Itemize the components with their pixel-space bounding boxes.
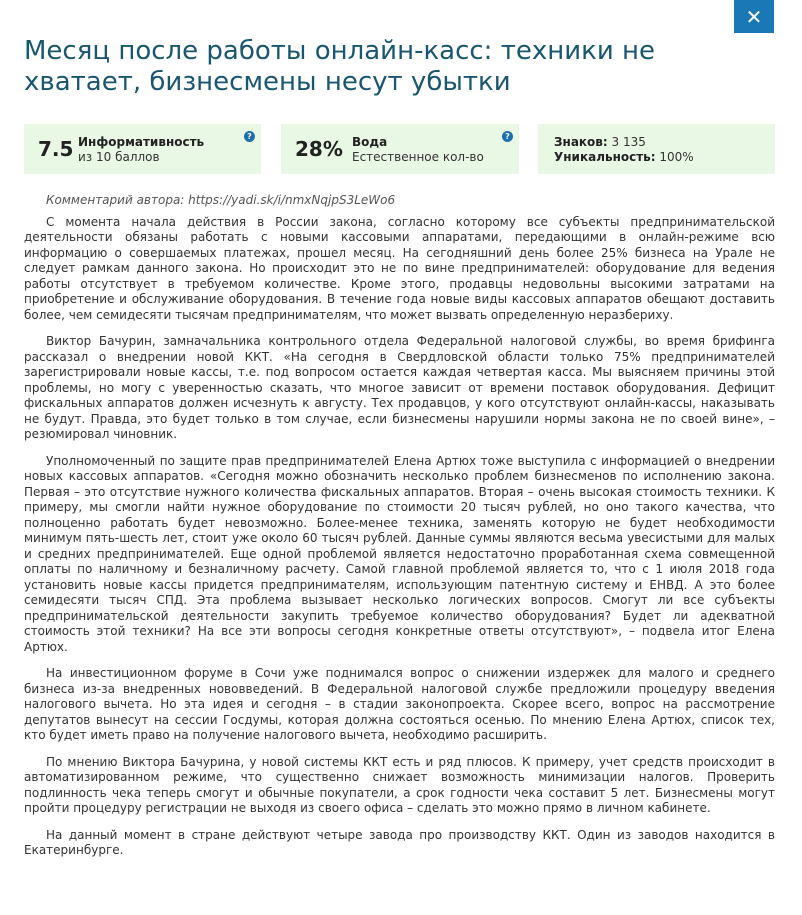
paragraph: По мнению Виктора Бачурина, у новой системы ККТ есть и ряд плюсов. К примеру, учет средств происходит в автоматизированном режиме, что существенно снижает возможность минимизации налогов. Проверить подлинность чека теперь смогут и обычные покупатели, а срок годности чека составит 5 лет. Бизнесмены могут пройти процедуру регистрации не выходя из своего офиса – сделать это можно прямо в личном кабинете. bbox=[24, 754, 775, 815]
author-comment: Комментарий автора: https://yadi.sk/i/nmxNqjpS3LeWo6 bbox=[46, 193, 396, 207]
water-value: 28% bbox=[295, 137, 343, 161]
help-icon[interactable]: ? bbox=[502, 131, 513, 142]
uniqueness-value: 100% bbox=[659, 150, 694, 164]
article-body bbox=[24, 193, 775, 870]
informativeness-value: 7.5 bbox=[38, 137, 74, 161]
chars-label: Знаков: bbox=[554, 135, 608, 149]
paragraph: На инвестиционном форуме в Сочи уже поднимался вопрос о снижении издержек для малого и среднего бизнеса из-за внедренных нововведений. В Федеральной налоговой службе предложили процедуру введения налогового вычета. Но эта идея и сегодня – в стадии законопроекта. Скорее всего, вопрос на рассмотрение депутатов вынесут на сессии Госдумы, которая должна состояться осенью. По мнению Елена Артюх, список тех, кто будет иметь право на получение налогового вычета, необходимо расширить. bbox=[24, 666, 775, 742]
water-title: Вода bbox=[352, 135, 388, 149]
water-label bbox=[352, 135, 484, 165]
text-stats-card bbox=[538, 124, 775, 174]
text-stats bbox=[554, 135, 694, 165]
water-sub: Естественное кол-во bbox=[352, 150, 484, 164]
paragraph: С момента начала действия в России закона, согласно которому все субъекты предпринимательской деятельности обязаны работать с новыми кассовыми аппаратами, передающими в онлайн-режиме всю информацию о совершаемых платежах, прошел месяц. На сегодняшний день более 25% бизнеса на Урале не следует рамкам данного закона. Но происходит это не по вине предпринимателей: оборудование для ведения работы отсутствует в требуемом количестве. Кроме этого, продавцы недовольны высокими затратами на приобретение и обслуживание оборудования. В течение года новые виды кассовых аппаратов обещают доставить более, чем семидесяти тысячам предпринимателям, что может вызвать определенную неразбериху. bbox=[24, 214, 775, 322]
informativeness-title: Информативность bbox=[78, 135, 205, 149]
paragraph: Уполномоченный по защите прав предпринимателей Елена Артюх тоже выступила с информацией о внедрении новых кассовых аппаратов. «Сегодня можно обозначить несколько проблем бизнесменов по исполнению закона. Первая – это отсутствие нужного количества фискальных аппаратов. Вторая – очень высокая стоимость техники. К примеру, мы смогли найти нужное оборудование по стоимости 20 тысяч рублей, но оно такого качества, что полноценно работать будет невозможно. Более-менее техника, заменять которую не будет необходимости минимум пять-шесть лет, стоит уже около 60 тысяч рублей. Данные суммы являются весьма увесистыми для малых и средних предпринимателей. Еще одной проблемой является недостаточно проработанная схема совмещенной оплаты по наличному и безналичному расчету. Самой главной проблемой является то, что с 1 июля 2018 года установить новые кассы придется предпринимателям, использующим патентную систему и ЕНВД. А это более семидесяти тысяч СПД. Эта проблема вызывает несколько логических вопросов. Смогут ли все субъекты предпринимательской деятельности закупить требуемое количество оборудования? Будет ли адекватной стоимость этой техники? На все эти вопросы сегодня конкретные ответы отсутствуют», – подвела итог Елена Артюх. bbox=[24, 453, 775, 654]
uniqueness-label: Уникальность: bbox=[554, 150, 656, 164]
page-title: Месяц после работы онлайн-касс: техники не хватает, бизнесмены несут убытки bbox=[24, 36, 655, 97]
chars-value: 3 135 bbox=[611, 135, 646, 149]
informativeness-sub: из 10 баллов bbox=[78, 150, 160, 164]
informativeness-card bbox=[24, 124, 261, 174]
paragraph: На данный момент в стране действуют четыре завода про производству ККТ. Один из заводов находится в Екатеринбурге. bbox=[24, 827, 775, 857]
water-card bbox=[281, 124, 519, 174]
help-icon[interactable]: ? bbox=[244, 131, 255, 142]
stats-panel bbox=[24, 124, 775, 174]
close-button[interactable]: ✕ bbox=[734, 0, 774, 33]
paragraph: Виктор Бачурин, замначальника контрольного отдела Федеральной налоговой службы, во время брифинга рассказал о внедрении новой ККТ. «На сегодня в Свердловской области только 75% предпринимателей зарегистрировали новые кассы, т.е. под вопросом остается каждая четвертая касса. Мы выясняем причины этой проблемы, но могу с уверенностью сказать, что многое зависит от времени поставок оборудования. Дефицит фискальных аппаратов должен исчезнуть к августу. Тех продавцов, у кого отсутствуют онлайн-кассы, наказывать не будут. Правда, это будет только в том случае, если бизнесмены нарушили нормы закона не по своей вине», – резюмировал чиновник. bbox=[24, 334, 775, 441]
informativeness-label bbox=[78, 135, 204, 165]
